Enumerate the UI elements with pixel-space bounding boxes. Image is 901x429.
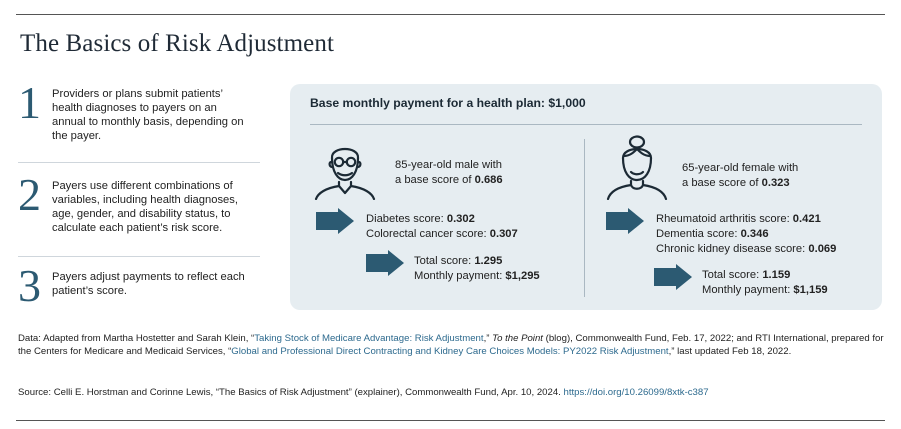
payment-label: Monthly payment:	[702, 284, 794, 296]
total-value: 1.295	[474, 255, 503, 267]
payment-value: $1,159	[793, 284, 828, 296]
female-desc-line2	[682, 176, 798, 191]
female-score-2	[656, 227, 769, 242]
female-payment	[702, 283, 828, 298]
score-value: 0.346	[740, 228, 769, 240]
payment-value: $1,295	[505, 270, 540, 282]
score-value: 0.307	[489, 228, 518, 240]
note-text: ,” last updated Feb 18, 2022.	[668, 346, 792, 357]
panel-divider	[584, 139, 585, 297]
step-divider	[18, 256, 260, 257]
score-label: Diabetes score:	[366, 213, 447, 225]
total-label: Total score:	[414, 255, 475, 267]
male-score-2	[366, 227, 518, 242]
doi-link[interactable]: https://doi.org/10.26099/8xtk-c387	[563, 387, 709, 398]
total-value: 1.159	[762, 269, 791, 281]
female-desc-line1: 65-year-old female with	[682, 162, 799, 174]
panel-heading: Base monthly payment for a health plan: $1,000	[310, 96, 586, 110]
arrow-right-icon	[606, 208, 646, 234]
score-value: 0.302	[446, 213, 475, 225]
note-text: (blog), Commonwealth Fund, Feb. 17, 2022; and RTI International, prepared for the Centers for Medicare and Medicaid Services, “	[18, 333, 884, 357]
female-total	[702, 268, 790, 283]
page-title: The Basics of Risk Adjustment	[20, 30, 334, 57]
arrow-right-icon	[654, 264, 694, 290]
source-note	[18, 386, 884, 399]
score-label: Dementia score:	[656, 228, 741, 240]
payment-label: Monthly payment:	[414, 270, 506, 282]
step-text: Payers adjust payments to reflect each patient’s score.	[52, 271, 245, 297]
female-description	[682, 161, 798, 191]
note-text: ,”	[483, 333, 493, 344]
male-base-label: a base score of	[395, 174, 475, 186]
score-label: Colorectal cancer score:	[366, 228, 490, 240]
female-score-3	[656, 242, 836, 257]
male-desc-line2	[395, 173, 503, 188]
male-description	[395, 158, 503, 188]
top-rule	[16, 14, 885, 15]
data-note	[18, 332, 884, 358]
note-text: Data: Adapted from Martha Hostetter and Sarah Klein, “	[18, 333, 255, 344]
blog-name: To the Point	[492, 333, 543, 344]
step-1	[18, 77, 260, 143]
male-desc-line1: 85-year-old male with	[395, 159, 502, 171]
elderly-man-icon	[312, 138, 378, 200]
score-label: Chronic kidney disease score:	[656, 243, 809, 255]
step-divider	[18, 162, 260, 163]
source-text: Source: Celli E. Horstman and Corinne Lewis, “The Basics of Risk Adjustment” (explainer), Commonwealth Fund, Apr. 10, 2024.	[18, 387, 564, 398]
score-value: 0.069	[808, 243, 837, 255]
male-score-1	[366, 212, 475, 227]
arrow-right-icon	[366, 250, 406, 276]
bottom-rule	[16, 420, 885, 421]
male-total	[414, 254, 502, 269]
step-number: 2	[18, 169, 41, 220]
score-value: 0.421	[792, 213, 821, 225]
step-3	[18, 260, 260, 311]
total-label: Total score:	[702, 269, 763, 281]
panel-rule	[310, 124, 862, 125]
source-link-2[interactable]: Global and Professional Direct Contracting and Kidney Care Choices Models: PY2022 Risk Adjustment	[231, 346, 669, 357]
arrow-right-icon	[316, 208, 356, 234]
source-link-1[interactable]: Taking Stock of Medicare Advantage: Risk Adjustment	[254, 333, 484, 344]
step-2	[18, 169, 260, 235]
step-text: Payers use different combinations of variables, including health diagnoses, age, gender, and disability status, to calculate each patient’s risk score.	[52, 180, 238, 234]
female-base-label: a base score of	[682, 177, 762, 189]
step-number: 1	[18, 77, 41, 128]
step-number: 3	[18, 260, 41, 311]
male-base-score: 0.686	[474, 174, 503, 186]
male-payment	[414, 269, 540, 284]
female-score-1	[656, 212, 821, 227]
score-label: Rheumatoid arthritis score:	[656, 213, 793, 225]
step-text: Providers or plans submit patients’ health diagnoses to payers on an annual to monthly basis, depending on the payer.	[52, 88, 244, 142]
payment-panel	[290, 84, 882, 310]
female-base-score: 0.323	[761, 177, 790, 189]
elderly-woman-icon	[604, 134, 670, 200]
